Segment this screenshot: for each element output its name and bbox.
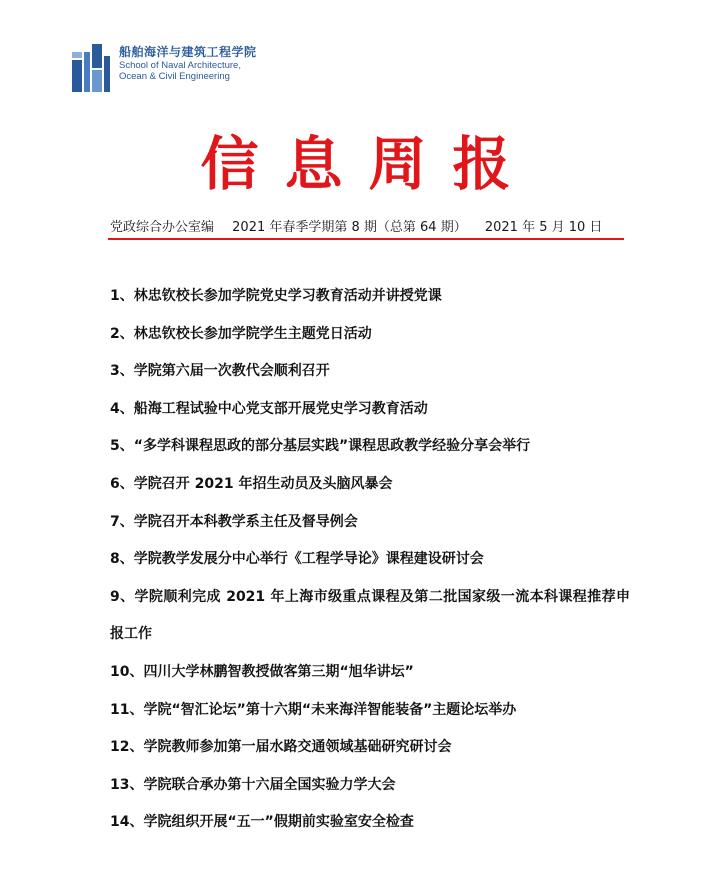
header-divider xyxy=(108,238,624,240)
toc-item[interactable]: 6、学院召开 2021 年招生动员及头脑风暴会 xyxy=(110,475,393,492)
school-emblem-icon xyxy=(72,42,114,92)
toc-item[interactable]: 12、学院教师参加第一届水路交通领域基础研究研讨会 xyxy=(110,739,452,756)
logo-text xyxy=(119,44,257,82)
toc-item[interactable]: 11、学院“智汇论坛”第十六期“未来海洋智能装备”主题论坛举办 xyxy=(110,701,517,718)
toc-item[interactable]: 5、“多学科课程思政的部分基层实践”课程思政教学经验分享会举行 xyxy=(110,438,531,455)
school-logo xyxy=(72,42,272,94)
issue-info xyxy=(110,216,616,235)
toc-item[interactable]: 1、林忠钦校长参加学院党史学习教育活动并讲授党课 xyxy=(110,288,442,304)
logo-name-en-2: Ocean & Civil Engineering xyxy=(119,71,230,82)
toc-item[interactable]: 14、学院组织开展“五一”假期前实验室安全检查 xyxy=(110,814,414,831)
toc-item[interactable]: 4、船海工程试验中心党支部开展党史学习教育活动 xyxy=(110,400,428,417)
toc-item[interactable]: 9、学院顺利完成 2021 年上海市级重点课程及第二批国家级一流本科课程推荐申报工作 xyxy=(110,588,630,643)
toc-item[interactable]: 13、学院联合承办第十六届全国实验力学大会 xyxy=(110,776,396,793)
toc-item[interactable]: 3、学院第六届一次教代会顺利召开 xyxy=(110,363,330,380)
toc-item[interactable]: 7、学院召开本科教学系主任及督导例会 xyxy=(110,513,358,530)
logo-name-cn: 船舶海洋与建筑工程学院 xyxy=(119,45,257,59)
toc-item[interactable]: 2、林忠钦校长参加学院学生主题党日活动 xyxy=(110,325,372,342)
issue-editor: 党政综合办公室编 xyxy=(110,220,215,235)
logo-name-en-1: School of Naval Architecture, xyxy=(119,60,241,71)
table-of-contents xyxy=(110,278,630,842)
toc-item[interactable]: 10、四川大学林鹏智教授做客第三期“旭华讲坛” xyxy=(110,663,414,680)
issue-number: 2021 年春季学期第 8 期（总第 64 期） xyxy=(232,220,467,235)
issue-date: 2021 年 5 月 10 日 xyxy=(484,220,603,235)
masthead-title: 信息周报 xyxy=(200,130,537,198)
toc-item[interactable]: 8、学院教学发展分中心举行《工程学导论》课程建设研讨会 xyxy=(110,551,484,568)
